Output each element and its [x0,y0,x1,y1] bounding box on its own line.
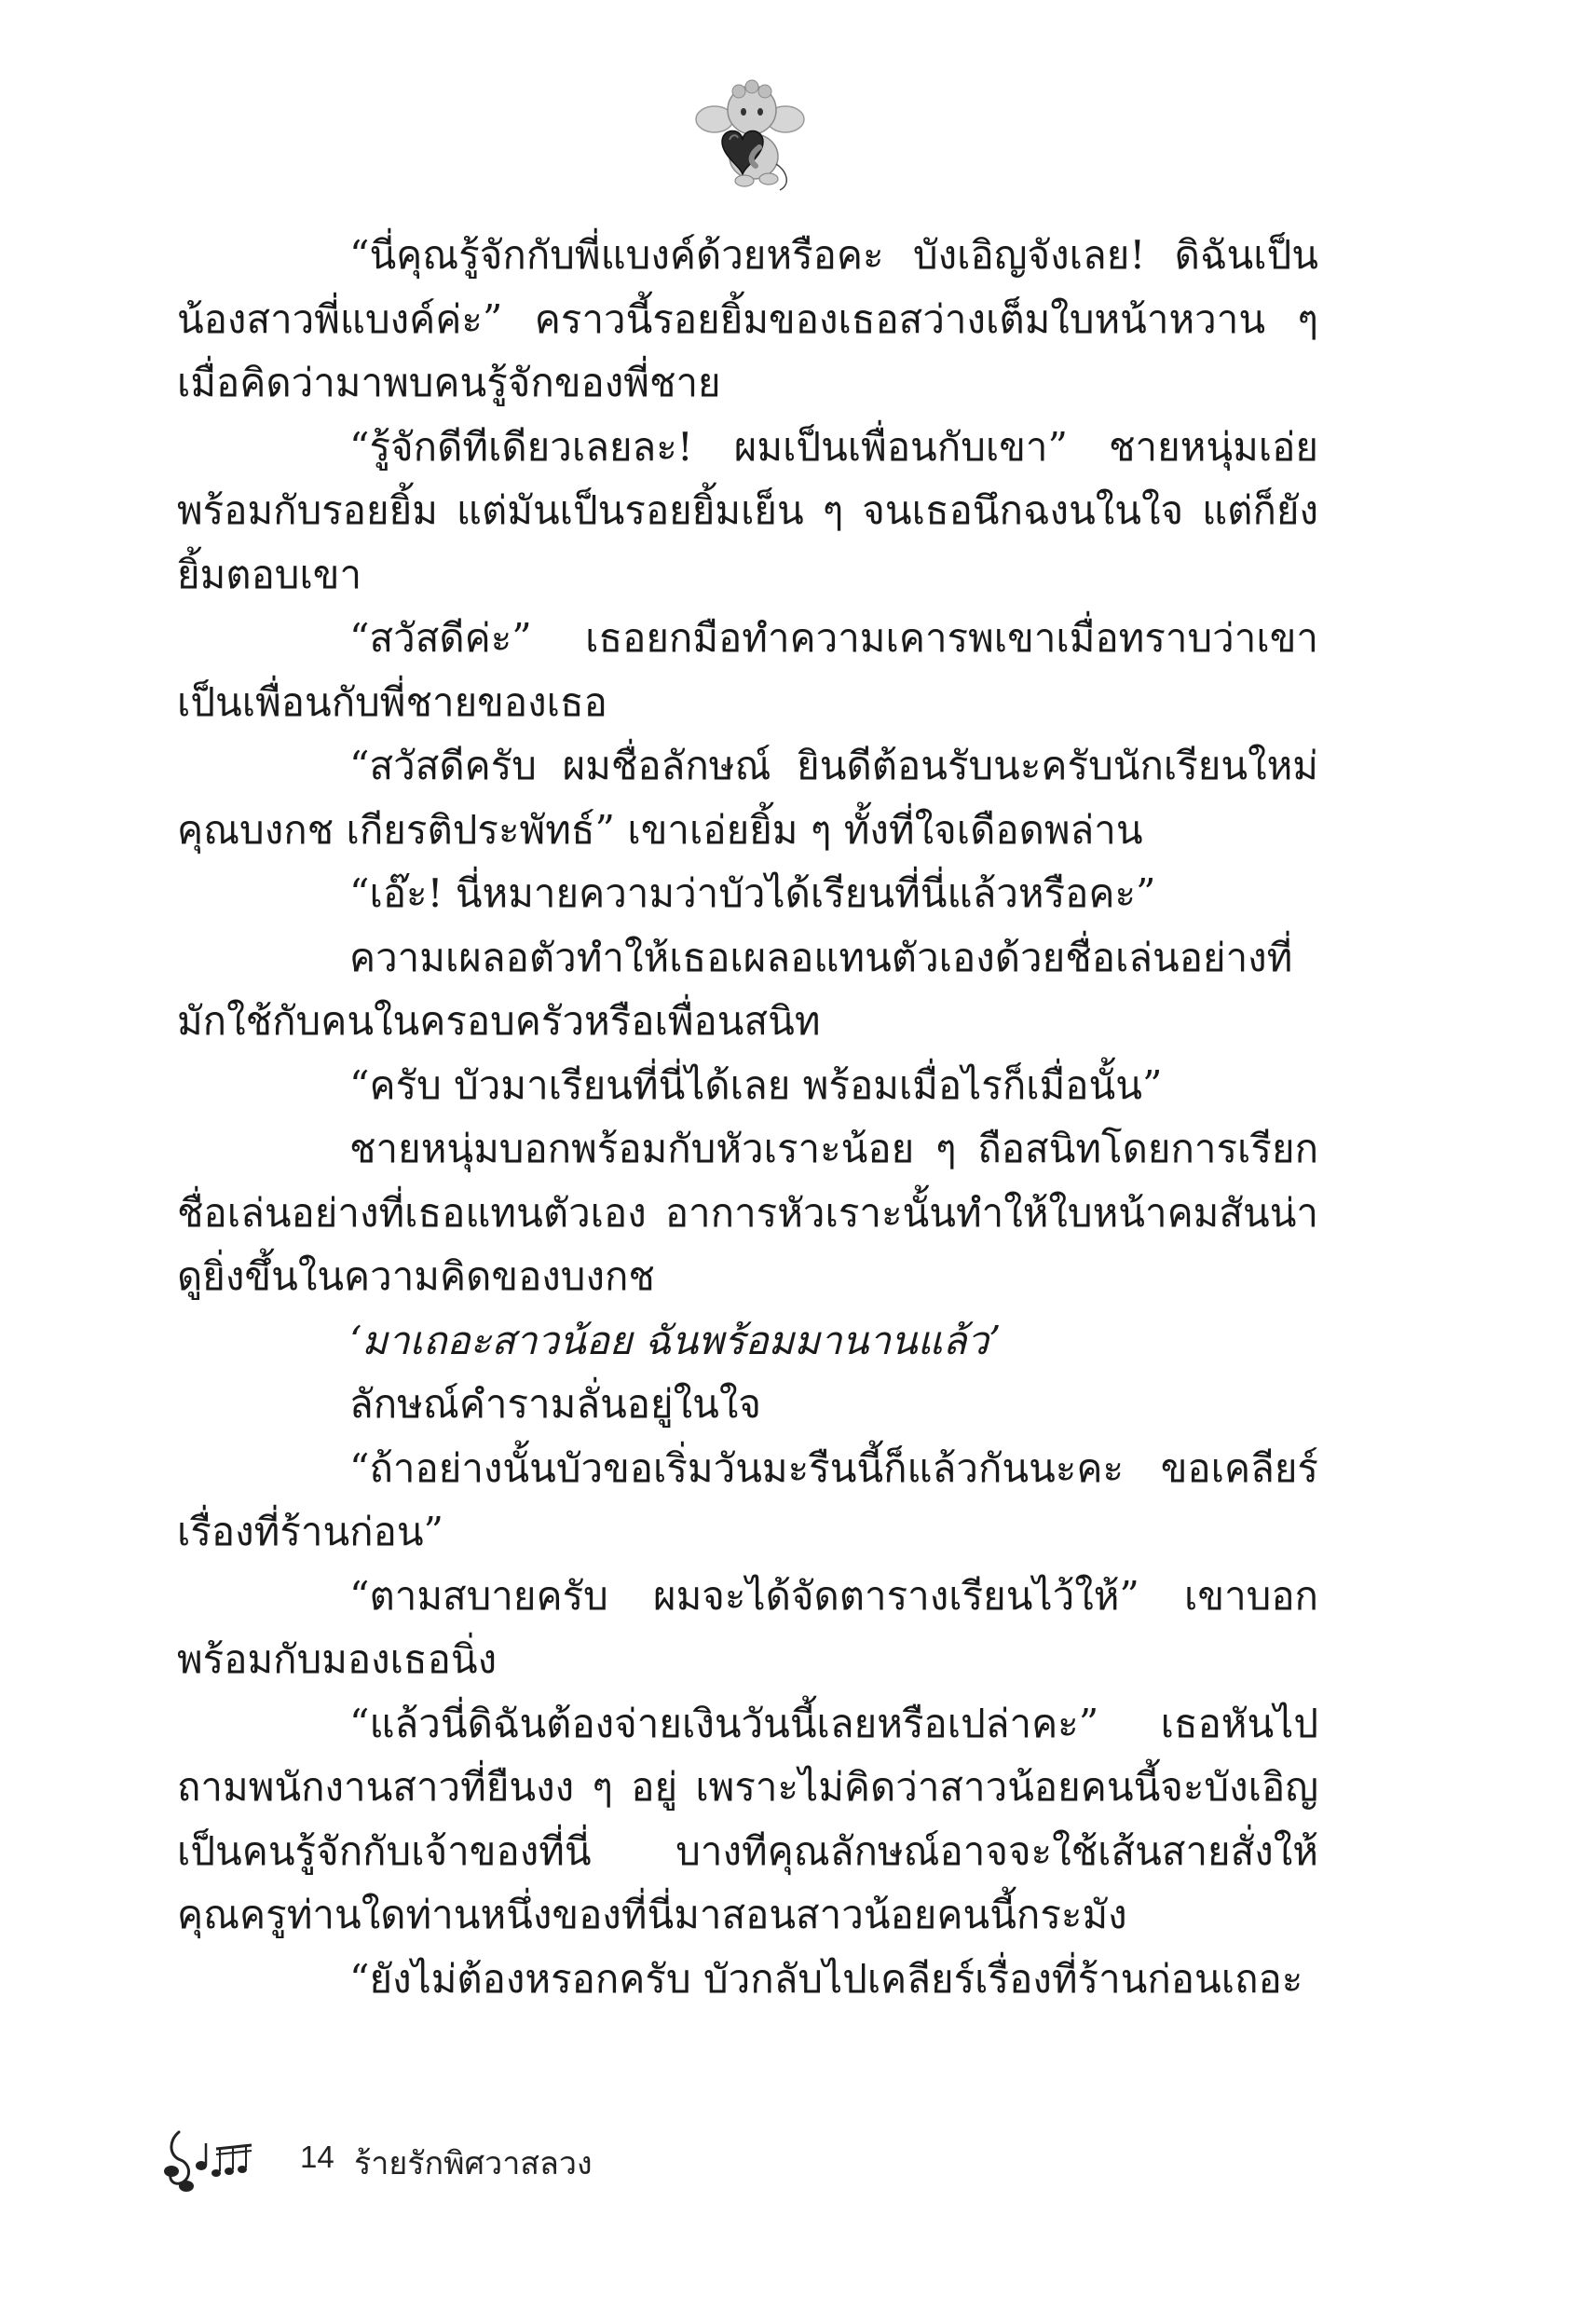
inner-thought-paragraph: ‘มาเถอะสาวน้อย ฉันพร้อมมานานแล้ว’ [349,1317,1002,1363]
page-footer [158,2125,811,2199]
music-notes-icon [158,2125,261,2199]
page-number: 14 [300,2140,334,2174]
paragraph: “แล้วนี่ดิฉันต้องจ่ายเงินวันนี้เลยหรือเปล่าคะ” เธอหันไปถามพนักงานสาวที่ยืนงง ๆ อยู่ เพราะไม่คิดว่าสาวน้อยคนนี้จะบังเอิญเป็นคนรู้จักกับเจ้าของที่นี่ บางทีคุณลักษณ์อาจจะใช้เส้นสายสั่งให้คุณครูท่านใดท่านหนึ่งของที่นี่มาสอนสาวน้อยคนนี้กระมัง [177,1700,1318,1937]
paragraph: “ครับ บัวมาเรียนที่นี่ได้เลย พร้อมเมื่อไรก็เมื่อนั้น” [349,1061,1163,1108]
paragraph: “ถ้าอย่างนั้นบัวขอเริ่มวันมะรืนนี้ก็แล้วกันนะคะ ขอเคลียร์เรื่องที่ร้านก่อน” [177,1444,1318,1554]
paragraph: “นี่คุณรู้จักกับพี่แบงค์ด้วยหรือคะ บังเอิญจังเลย! ดิฉันเป็นน้องสาวพี่แบงค์ค่ะ” คราวนี้รอยยิ้มของเธอสว่างเต็มใบหน้าหวาน ๆ เมื่อคิดว่ามาพบคนรู้จักของพี่ชาย [177,232,1318,405]
paragraph: ชายหนุ่มบอกพร้อมกับหัวเราะน้อย ๆ ถือสนิทโดยการเรียกชื่อเล่นอย่างที่เธอแทนตัวเอง อาการหัวเราะนั้นทำให้ใบหน้าคมสันน่าดูยิ่งขึ้นในความคิดของบงกช [177,1126,1318,1299]
paragraph: “สวัสดีค่ะ” เธอยกมือทำความเคารพเขาเมื่อทราบว่าเขาเป็นเพื่อนกับพี่ชายของเธอ [177,615,1318,725]
paragraph: “ตามสบายครับ ผมจะได้จัดตารางเรียนไว้ให้” เขาบอกพร้อมกับมองเธอนิ่ง [177,1572,1318,1682]
paragraph: ความเผลอตัวทำให้เธอเผลอแทนตัวเองด้วยชื่อเล่นอย่างที่มักใช้กับคนในครอบครัวหรือเพื่อนสนิท [177,934,1293,1044]
paragraph: “ยังไม่ต้องหรอกครับ บัวกลับไปเคลียร์เรื่องที่ร้านก่อนเถอะ [349,1955,1303,2002]
book-title: ร้ายรักพิศวาสลวง [354,2145,593,2182]
page-body-text [177,224,1318,2011]
cupid-with-heart-icon [694,75,806,196]
paragraph: “สวัสดีครับ ผมชื่อลักษณ์ ยินดีต้อนรับนะครับนักเรียนใหม่คุณบงกช เกียรติประพัทธ์” เขาเอ่ยยิ้ม ๆ ทั้งที่ใจเดือดพล่าน [177,743,1318,853]
paragraph: “รู้จักดีทีเดียวเลยละ! ผมเป็นเพื่อนกับเขา” ชายหนุ่มเอ่ยพร้อมกับรอยยิ้ม แต่มันเป็นรอยยิ้มเย็น ๆ จนเธอนึกฉงนในใจ แต่ก็ยังยิ้มตอบเขา [177,423,1318,597]
paragraph: ลักษณ์คำรามลั่นอยู่ในใจ [349,1381,761,1427]
paragraph: “เอ๊ะ! นี่หมายความว่าบัวได้เรียนที่นี่แล้วหรือคะ” [349,870,1156,916]
